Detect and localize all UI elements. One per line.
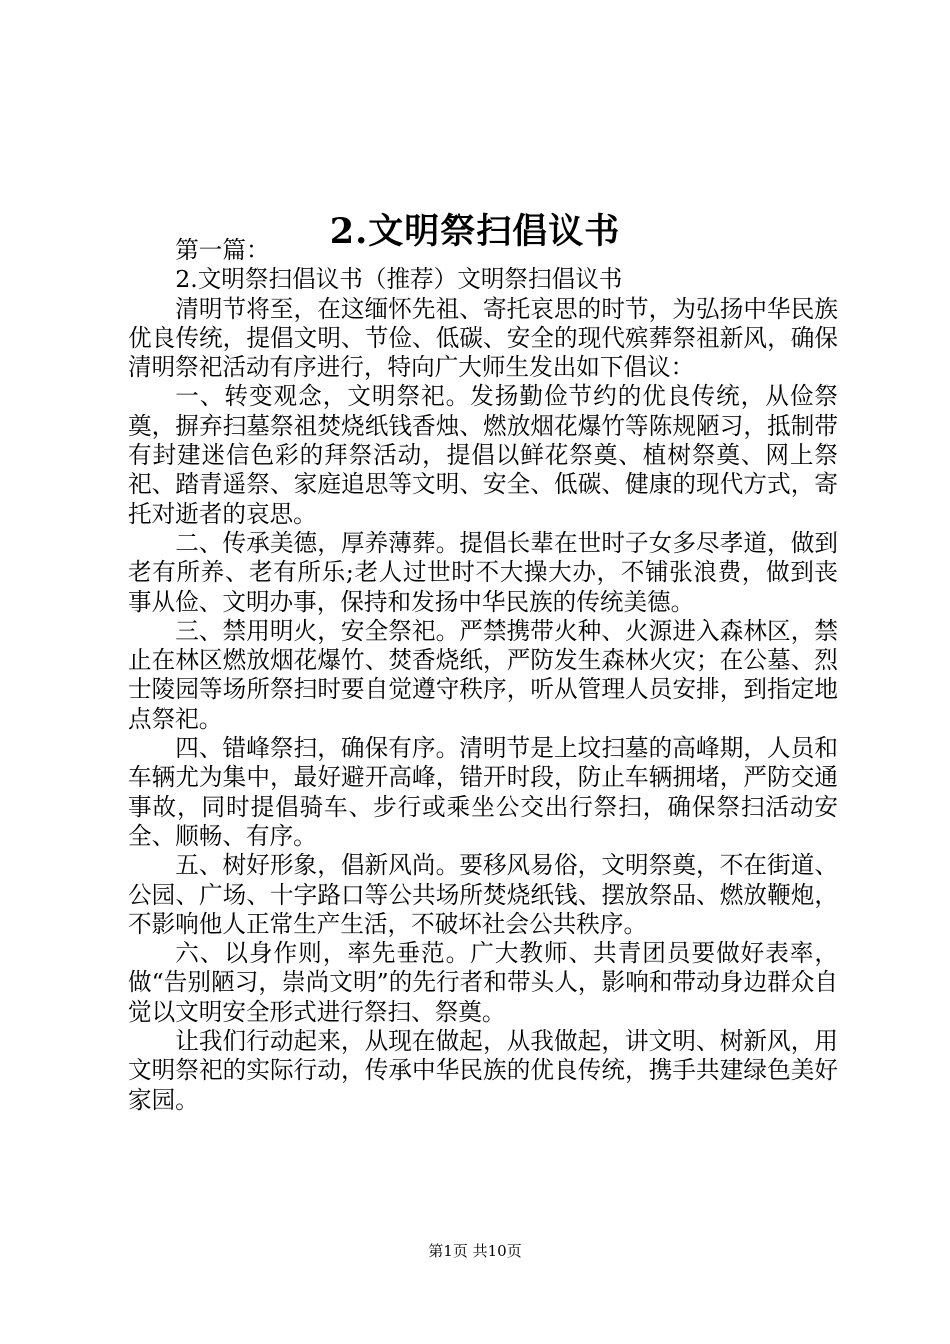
paragraph: 二、传承美德，厚养薄葬。提倡长辈在世时子女多尽孝道，做到老有所养、老有所乐;老人过世时不大操大办，不铺张浪费，做到丧事从俭、文明办事，保持和发扬中华民族的传统美德。 xyxy=(128,528,838,616)
paragraph: 三、禁用明火，安全祭祀。严禁携带火种、火源进入森林区，禁止在林区燃放烟花爆竹、焚香烧纸，严防发生森林火灾；在公墓、烈士陵园等场所祭扫时要自觉遵守秩序，听从管理人员安排，到指定地点祭祀。 xyxy=(128,616,838,733)
document-body xyxy=(128,236,838,1115)
paragraph: 一、转变观念，文明祭祀。发扬勤俭节约的优良传统，从俭祭奠，摒弃扫墓祭祖焚烧纸钱香烛、燃放烟花爆竹等陈规陋习，抵制带有封建迷信色彩的拜祭活动，提倡以鲜花祭奠、植树祭奠、网上祭祀、踏青遥祭、家庭追思等文明、安全、低碳、健康的现代方式，寄托对逝者的哀思。 xyxy=(128,382,838,528)
paragraph: 第一篇： xyxy=(175,236,270,264)
page-footer: 第1页 共10页 xyxy=(428,1242,522,1260)
paragraph: 2.文明祭扫倡议书（推荐）文明祭扫倡议书 xyxy=(175,265,623,294)
paragraph: 五、树好形象，倡新风尚。要移风易俗，文明祭奠，不在街道、公园、广场、十字路口等公共场所焚烧纸钱、摆放祭品、燃放鞭炮，不影响他人正常生产生活，不破坏社会公共秩序。 xyxy=(128,851,838,938)
paragraph: 四、错峰祭扫，确保有序。清明节是上坟扫墓的高峰期，人员和车辆尤为集中，最好避开高峰，错开时段，防止车辆拥堵，严防交通事故，同时提倡骑车、步行或乘坐公交出行祭扫，确保祭扫活动安全、顺畅、有序。 xyxy=(128,734,838,850)
paragraph: 六、以身作则，率先垂范。广大教师、共青团员要做好表率，做“告别陋习，崇尚文明”的先行者和带头人，影响和带动身边群众自觉以文明安全形式进行祭扫、祭奠。 xyxy=(128,939,838,1026)
paragraph: 清明节将至，在这缅怀先祖、寄托哀思的时节，为弘扬中华民族优良传统，提倡文明、节俭、低碳、安全的现代殡葬祭祖新风，确保清明祭祀活动有序进行，特向广大师生发出如下倡议： xyxy=(128,294,838,382)
paragraph: 让我们行动起来，从现在做起，从我做起，讲文明、树新风，用文明祭祀的实际行动，传承中华民族的优良传统，携手共建绿色美好家园。 xyxy=(128,1027,838,1114)
document-title: 2.文明祭扫倡议书 xyxy=(329,211,621,253)
